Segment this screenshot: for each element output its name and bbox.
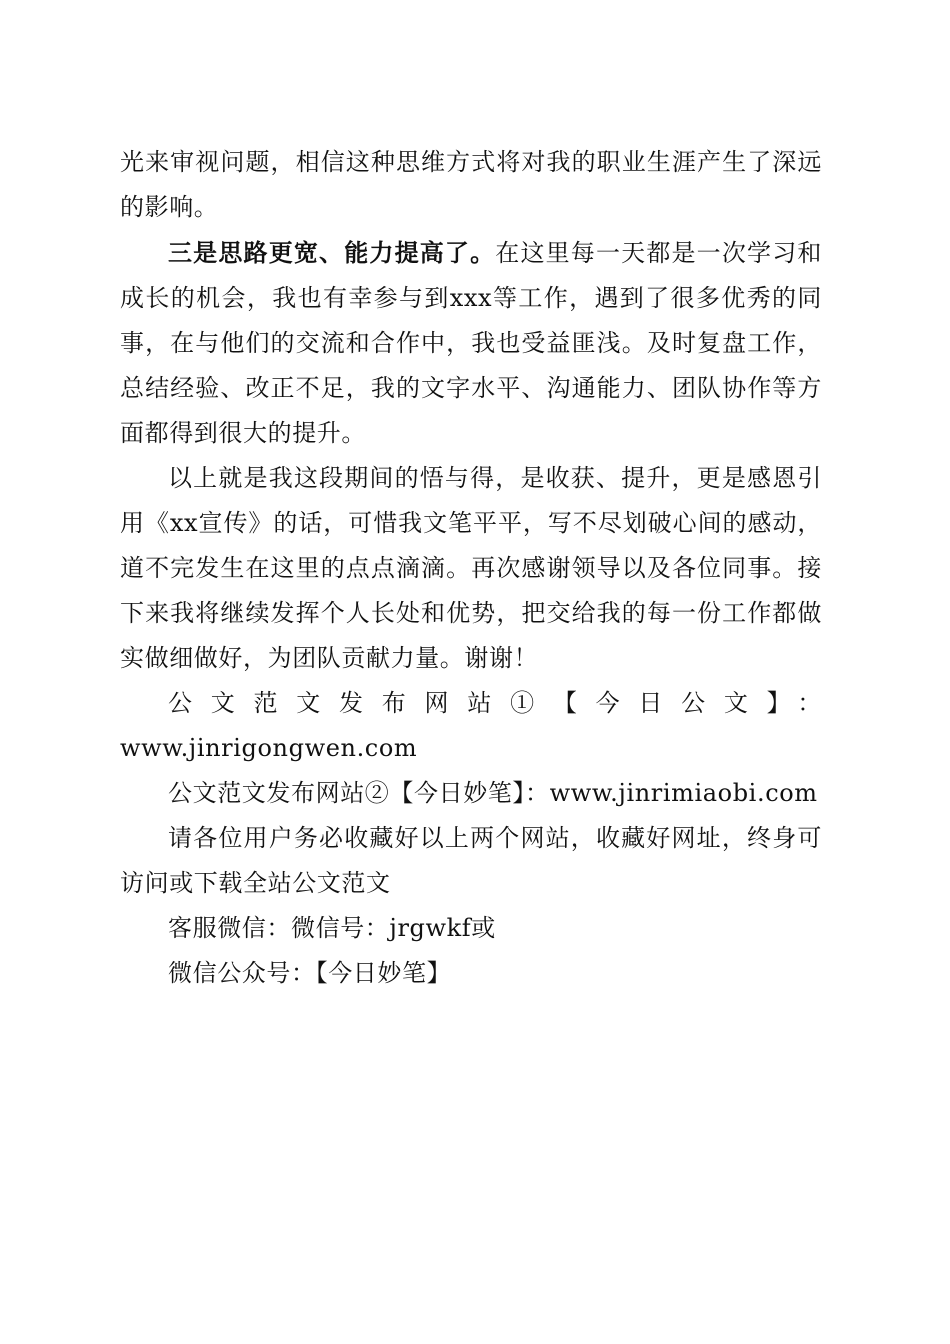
wechat-official-account: 微信公众号：【今日妙笔】 <box>168 959 452 987</box>
paragraph-ability-improved <box>120 230 822 456</box>
site-one-url: www.jinrigongwen.com <box>120 734 418 762</box>
paragraph-body-text: 在这里每一天都是一次学习和成长的机会，我也有幸参与到xxx等工作，遇到了很多优秀的同事，在与他们的交流和合作中，我也受益匪浅。及时复盘工作，总结经验、改正不足，我的文字水平、沟通能力、团队协作等方面都得到很大的提升。 <box>120 239 822 447</box>
site-two-line: 公文范文发布网站②【今日妙笔】：www.jinrimiaobi.com <box>168 779 818 807</box>
document-body <box>120 140 822 996</box>
paragraph-career-impact: 光来审视问题，相信这种思维方式将对我的职业生涯产生了深远的影响。 <box>120 148 822 221</box>
customer-service-wechat: 客服微信：微信号：jrgwkf或 <box>168 914 496 942</box>
bookmark-notice: 请各位用户务必收藏好以上两个网站，收藏好网址，终身可访问或下载全站公文范文 <box>120 824 822 897</box>
paragraph-lead-heading: 三是思路更宽、能力提高了。 <box>168 238 496 267</box>
site-one-label: 公文范文发布网站①【今日公文】： <box>168 689 822 717</box>
paragraph-gratitude: 以上就是我这段期间的悟与得，是收获、提升，更是感恩引用《xx宣传》的话，可惜我文笔平平，写不尽划破心间的感动，道不完发生在这里的点点滴滴。再次感谢领导以及各位同事。接下来我将继续发挥个人长处和优势，把交给我的每一份工作都做实做细做好，为团队贡献力量。谢谢！ <box>120 464 822 672</box>
